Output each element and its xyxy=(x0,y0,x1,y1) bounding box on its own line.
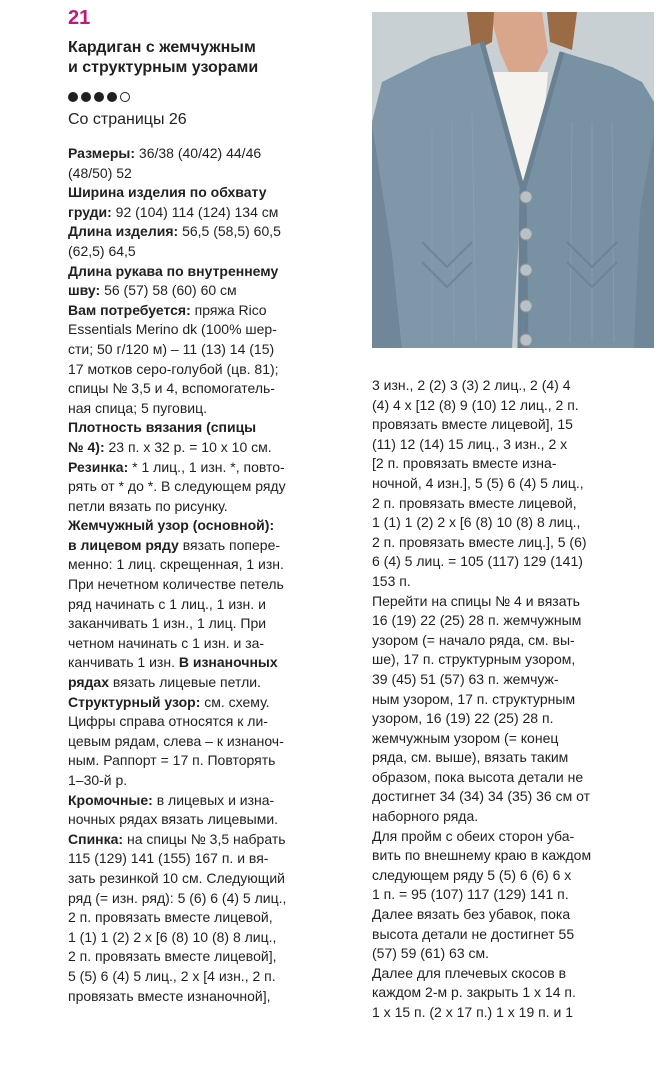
label-gauge: Плотность вязания (спицы xyxy=(68,419,257,436)
text-line: 1 (1) 1 (2) 2 х [6 (8) 10 (8) 8 лиц., xyxy=(372,514,581,531)
difficulty-dot-icon xyxy=(94,92,104,102)
label-sizes: Размеры: xyxy=(68,145,136,161)
text-line: Кромочные: в лицевых и изна- xyxy=(68,791,275,808)
text-line: Для пройм с обеих сторон уба- xyxy=(372,827,575,844)
text-line: спицы № 3,5 и 4, вспомогатель- xyxy=(68,380,275,397)
label-sleeve-length: Длина рукава по внутреннему xyxy=(68,262,279,279)
label-back: Спинка: xyxy=(68,830,124,847)
text-line: Структурный узор: см. схему. xyxy=(68,693,270,710)
text-line: 2 п. провязать вместе лицевой, xyxy=(372,494,577,511)
text-line: (4) 4 х [12 (8) 9 (10) 12 лиц., 2 п. xyxy=(372,396,579,413)
text-line: ным узором, 17 п. структурным xyxy=(372,690,576,707)
difficulty-dot-icon xyxy=(81,92,91,102)
text-line: сти; 50 г/120 м) – 11 (13) 14 (15) xyxy=(68,340,275,357)
text-line: высота детали не достигнет 55 xyxy=(372,925,575,942)
text-line: ночных рядах вязать лицевыми. xyxy=(68,811,279,828)
label-edge-stitches: Кромочные: xyxy=(68,791,153,808)
text-line: (11) 12 (14) 15 лиц., 3 изн., 2 х xyxy=(372,435,568,452)
text-line: канчивать 1 изн. В изнаночных xyxy=(68,654,278,671)
text-line: Вам потребуется: пряжа Rico xyxy=(68,301,267,318)
label-seed-stitch: Жемчужный узор (основной): xyxy=(68,517,275,534)
text-line: провязать вместе изнаночной], xyxy=(68,987,271,1004)
text-line: 115 (129) 141 (155) 167 п. и вя- xyxy=(68,850,269,867)
text-line: 6 (4) 5 лиц. = 105 (117) 129 (141) xyxy=(372,553,583,570)
instructions-right-column xyxy=(372,376,670,1023)
text-line: 1–30-й р. xyxy=(68,772,128,788)
difficulty-dot-icon xyxy=(68,92,78,102)
text-line: образом, пока высота детали не xyxy=(372,768,584,785)
text-line: № 4): 23 п. х 32 р. = 10 х 10 см. xyxy=(68,438,272,455)
cardigan-photo-icon xyxy=(372,12,654,348)
text-line: ряда, см. выше), вязать таким xyxy=(372,749,569,766)
text-line: четном начинать с 1 изн. и за- xyxy=(68,634,265,651)
text-line: 2 п. провязать вместе лицевой, xyxy=(68,909,273,926)
difficulty-dot-icon xyxy=(107,92,117,102)
text-line: наборного ряда. xyxy=(372,808,479,825)
label-chest-width: Ширина изделия по обхвату xyxy=(68,184,267,201)
text-line: Длина изделия: 56,5 (58,5) 60,5 xyxy=(68,223,281,240)
text-line: заканчивать 1 изн., 1 лиц. При xyxy=(68,615,267,632)
text-line: в лицевом ряду вязать попере- xyxy=(68,536,281,553)
pattern-title xyxy=(68,38,348,78)
text-line: 2 п. провязать вместе лицевой], xyxy=(68,948,277,965)
text-line: ночной, 4 изн.], 5 (5) 6 (4) 5 лиц., xyxy=(372,474,584,491)
text-line: 153 п. xyxy=(372,572,411,589)
text-line: рядах вязать лицевые петли. xyxy=(68,674,261,691)
label-materials: Вам потребуется: xyxy=(68,301,191,318)
cardigan-photo xyxy=(372,12,654,348)
text-line: Далее вязать без убавок, пока xyxy=(372,906,571,923)
text-line: шву: 56 (57) 58 (60) 60 см xyxy=(68,282,237,299)
text-line: жемчужным узором (= конец xyxy=(372,729,559,746)
text-line: [2 п. провязать вместе изна- xyxy=(372,455,557,472)
text-line: 39 (45) 51 (57) 63 п. жемчуж- xyxy=(372,670,559,687)
text-line: (48/50) 52 xyxy=(68,164,132,181)
text-line: 5 (5) 6 (4) 5 лиц., 2 х [4 изн., 2 п. xyxy=(68,967,276,984)
text-line: узором, 16 (19) 22 (25) 28 п. xyxy=(372,710,554,727)
text-line: 1 п. = 95 (107) 117 (129) 141 п. xyxy=(372,886,569,903)
difficulty-dot-empty-icon xyxy=(120,92,130,102)
text-line: узором (= начало ряда, см. вы- xyxy=(372,631,575,648)
text-line: 17 мотков серо-голубой (цв. 81); xyxy=(68,360,279,377)
instructions-left-column xyxy=(68,144,366,1006)
text-line: Спинка: на спицы № 3,5 набрать xyxy=(68,830,286,847)
text-line: менно: 1 лиц. скрещенная, 1 изн. xyxy=(68,556,284,573)
text-line: 1 х 15 п. (2 х 17 п.) 1 х 19 п. и 1 xyxy=(372,1004,573,1020)
text-line: 16 (19) 22 (25) 28 п. жемчужным xyxy=(372,612,582,629)
text-line: каждом 2-м р. закрыть 1 х 14 п. xyxy=(372,984,576,1001)
text-line: вить по внешнему краю в каждом xyxy=(372,847,592,864)
text-line: (62,5) 64,5 xyxy=(68,242,136,259)
title-line-2: и структурным узорами xyxy=(68,59,259,76)
text-line: следующем ряду 5 (5) 6 (6) 6 х xyxy=(372,866,572,883)
text-line: зать резинкой 10 см. Следующий xyxy=(68,869,285,886)
text-line: ным. Раппорт = 17 п. Повторять xyxy=(68,752,276,769)
title-line-1: Кардиган с жемчужным xyxy=(68,39,256,56)
text-line: При нечетном количестве петель xyxy=(68,576,284,593)
text-line: 1 (1) 1 (2) 2 х [6 (8) 10 (8) 8 лиц., xyxy=(68,928,277,945)
page-reference: Со страницы 26 xyxy=(68,111,187,128)
text-line: петли вязать по рисунку. xyxy=(68,497,228,514)
text-line: (57) 59 (61) 63 см. xyxy=(372,945,490,962)
text-line: достигнет 34 (34) 34 (35) 36 см от xyxy=(372,788,591,805)
text-line: Essentials Merino dk (100% шер- xyxy=(68,321,277,338)
label-length: Длина изделия: xyxy=(68,223,179,240)
text-line: Размеры: 36/38 (40/42) 44/46 xyxy=(68,145,262,161)
pattern-number: 21 xyxy=(68,7,91,29)
label-texture-stitch: Структурный узор: xyxy=(68,693,201,710)
text-line: Далее для плечевых скосов в xyxy=(372,964,567,981)
text-line: груди: 92 (104) 114 (124) 134 см xyxy=(68,203,279,220)
text-line: ная спица; 5 пуговиц. xyxy=(68,399,207,416)
text-line: 2 п. провязать вместе лиц.], 5 (6) xyxy=(372,533,587,550)
label-ribbing: Резинка: xyxy=(68,458,129,475)
text-line: провязать вместе лицевой], 15 xyxy=(372,416,573,433)
text-line: ряд начинать с 1 лиц., 1 изн. и xyxy=(68,595,266,612)
text-line: Резинка: * 1 лиц., 1 изн. *, повто- xyxy=(68,458,285,475)
difficulty-rating xyxy=(68,90,130,104)
text-line: цевым рядам, слева – к изнаноч- xyxy=(68,732,284,749)
text-line: Перейти на спицы № 4 и вязать xyxy=(372,592,580,609)
text-line: рять от * до *. В следующем ряду xyxy=(68,478,286,495)
text-line: 3 изн., 2 (2) 3 (3) 2 лиц., 2 (4) 4 xyxy=(372,377,571,393)
text-line: ряд (= изн. ряд): 5 (6) 6 (4) 5 лиц., xyxy=(68,889,287,906)
text-line: ше), 17 п. структурным узором, xyxy=(372,651,576,668)
text-line: Цифры справа относятся к ли- xyxy=(68,713,268,730)
